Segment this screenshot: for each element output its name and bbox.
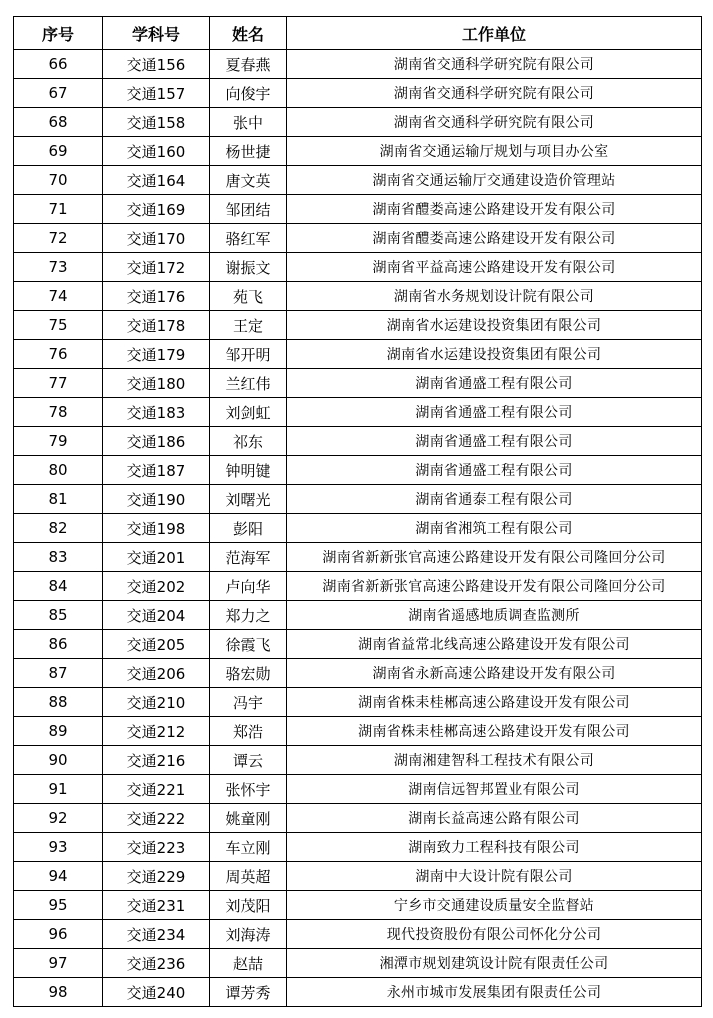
table-row (14, 775, 702, 804)
cell-workplace: 湖南省交通科学研究院有限公司 (287, 108, 702, 137)
cell-subject-code: 交通164 (103, 166, 210, 195)
cell-subject-code: 交通221 (103, 775, 210, 804)
cell-workplace: 湖南省通盛工程有限公司 (287, 427, 702, 456)
cell-name: 谢振文 (210, 253, 287, 282)
table-row (14, 572, 702, 601)
table-row (14, 369, 702, 398)
cell-index: 71 (14, 195, 103, 224)
table-row (14, 543, 702, 572)
cell-index: 88 (14, 688, 103, 717)
table-row (14, 311, 702, 340)
cell-name: 谭云 (210, 746, 287, 775)
cell-workplace: 湖南长益高速公路有限公司 (287, 804, 702, 833)
table-row (14, 717, 702, 746)
cell-workplace: 永州市城市发展集团有限责任公司 (287, 978, 702, 1007)
cell-index: 81 (14, 485, 103, 514)
cell-subject-code: 交通222 (103, 804, 210, 833)
cell-workplace: 湖南省水务规划设计院有限公司 (287, 282, 702, 311)
cell-workplace: 湖南省湘筑工程有限公司 (287, 514, 702, 543)
cell-name: 苑飞 (210, 282, 287, 311)
table-row (14, 166, 702, 195)
cell-index: 89 (14, 717, 103, 746)
cell-workplace: 湖南省永新高速公路建设开发有限公司 (287, 659, 702, 688)
personnel-table (13, 16, 702, 1007)
table-row (14, 253, 702, 282)
cell-index: 69 (14, 137, 103, 166)
cell-subject-code: 交通210 (103, 688, 210, 717)
table-row (14, 137, 702, 166)
cell-index: 91 (14, 775, 103, 804)
cell-subject-code: 交通240 (103, 978, 210, 1007)
header-index: 序号 (14, 17, 103, 50)
cell-name: 周英超 (210, 862, 287, 891)
table-row (14, 456, 702, 485)
cell-subject-code: 交通187 (103, 456, 210, 485)
cell-index: 94 (14, 862, 103, 891)
cell-name: 冯宇 (210, 688, 287, 717)
cell-index: 79 (14, 427, 103, 456)
cell-name: 骆宏勋 (210, 659, 287, 688)
cell-index: 95 (14, 891, 103, 920)
cell-subject-code: 交通178 (103, 311, 210, 340)
cell-workplace: 湖南省交通运输厅交通建设造价管理站 (287, 166, 702, 195)
cell-workplace: 湖南中大设计院有限公司 (287, 862, 702, 891)
cell-subject-code: 交通179 (103, 340, 210, 369)
table-row (14, 340, 702, 369)
cell-index: 74 (14, 282, 103, 311)
cell-workplace: 湖南省通盛工程有限公司 (287, 456, 702, 485)
table-row (14, 282, 702, 311)
cell-name: 夏春燕 (210, 50, 287, 79)
cell-subject-code: 交通160 (103, 137, 210, 166)
cell-subject-code: 交通231 (103, 891, 210, 920)
cell-workplace: 湖南省水运建设投资集团有限公司 (287, 340, 702, 369)
cell-name: 唐文英 (210, 166, 287, 195)
cell-name: 邹团结 (210, 195, 287, 224)
cell-subject-code: 交通158 (103, 108, 210, 137)
table-row (14, 398, 702, 427)
cell-subject-code: 交通170 (103, 224, 210, 253)
table-row (14, 746, 702, 775)
table-row (14, 195, 702, 224)
cell-workplace: 湖南省新新张官高速公路建设开发有限公司隆回分公司 (287, 543, 702, 572)
cell-name: 刘曙光 (210, 485, 287, 514)
cell-workplace: 湖南湘建智科工程技术有限公司 (287, 746, 702, 775)
cell-workplace: 湖南省交通科学研究院有限公司 (287, 79, 702, 108)
header-row (14, 17, 702, 50)
table-row (14, 978, 702, 1007)
cell-name: 郑力之 (210, 601, 287, 630)
cell-subject-code: 交通176 (103, 282, 210, 311)
cell-name: 卢向华 (210, 572, 287, 601)
cell-index: 73 (14, 253, 103, 282)
table-row (14, 601, 702, 630)
cell-name: 范海军 (210, 543, 287, 572)
cell-workplace: 湘潭市规划建筑设计院有限责任公司 (287, 949, 702, 978)
cell-index: 84 (14, 572, 103, 601)
cell-subject-code: 交通198 (103, 514, 210, 543)
table-row (14, 891, 702, 920)
cell-name: 姚童刚 (210, 804, 287, 833)
cell-name: 谭芳秀 (210, 978, 287, 1007)
cell-index: 75 (14, 311, 103, 340)
table-row (14, 804, 702, 833)
cell-index: 87 (14, 659, 103, 688)
cell-subject-code: 交通204 (103, 601, 210, 630)
cell-name: 刘剑虹 (210, 398, 287, 427)
cell-index: 78 (14, 398, 103, 427)
cell-workplace: 湖南省新新张官高速公路建设开发有限公司隆回分公司 (287, 572, 702, 601)
cell-index: 85 (14, 601, 103, 630)
cell-name: 兰红伟 (210, 369, 287, 398)
cell-subject-code: 交通234 (103, 920, 210, 949)
cell-index: 68 (14, 108, 103, 137)
cell-subject-code: 交通156 (103, 50, 210, 79)
cell-workplace: 湖南省水运建设投资集团有限公司 (287, 311, 702, 340)
cell-subject-code: 交通206 (103, 659, 210, 688)
cell-index: 97 (14, 949, 103, 978)
cell-workplace: 湖南省益常北线高速公路建设开发有限公司 (287, 630, 702, 659)
cell-index: 92 (14, 804, 103, 833)
cell-index: 98 (14, 978, 103, 1007)
cell-subject-code: 交通186 (103, 427, 210, 456)
table-row (14, 427, 702, 456)
cell-name: 钟明键 (210, 456, 287, 485)
table-body (14, 50, 702, 1007)
table-row (14, 688, 702, 717)
table-row (14, 949, 702, 978)
cell-workplace: 湖南致力工程科技有限公司 (287, 833, 702, 862)
cell-name: 向俊宇 (210, 79, 287, 108)
cell-subject-code: 交通180 (103, 369, 210, 398)
cell-name: 车立刚 (210, 833, 287, 862)
table-row (14, 79, 702, 108)
header-workplace: 工作单位 (287, 17, 702, 50)
cell-index: 72 (14, 224, 103, 253)
cell-name: 王定 (210, 311, 287, 340)
cell-workplace: 湖南省交通科学研究院有限公司 (287, 50, 702, 79)
cell-index: 70 (14, 166, 103, 195)
table-row (14, 485, 702, 514)
cell-name: 刘茂阳 (210, 891, 287, 920)
cell-workplace: 湖南省醴娄高速公路建设开发有限公司 (287, 224, 702, 253)
cell-index: 67 (14, 79, 103, 108)
cell-index: 93 (14, 833, 103, 862)
table-row (14, 920, 702, 949)
table-row (14, 833, 702, 862)
cell-subject-code: 交通183 (103, 398, 210, 427)
cell-workplace: 宁乡市交通建设质量安全监督站 (287, 891, 702, 920)
cell-index: 82 (14, 514, 103, 543)
cell-workplace: 湖南省通泰工程有限公司 (287, 485, 702, 514)
table-row (14, 630, 702, 659)
cell-name: 郑浩 (210, 717, 287, 746)
cell-index: 76 (14, 340, 103, 369)
cell-workplace: 湖南省平益高速公路建设开发有限公司 (287, 253, 702, 282)
cell-subject-code: 交通157 (103, 79, 210, 108)
cell-name: 赵喆 (210, 949, 287, 978)
table-row (14, 108, 702, 137)
cell-workplace: 湖南省通盛工程有限公司 (287, 398, 702, 427)
cell-subject-code: 交通202 (103, 572, 210, 601)
cell-subject-code: 交通212 (103, 717, 210, 746)
table-row (14, 50, 702, 79)
cell-subject-code: 交通201 (103, 543, 210, 572)
cell-index: 66 (14, 50, 103, 79)
cell-subject-code: 交通223 (103, 833, 210, 862)
cell-name: 张中 (210, 108, 287, 137)
cell-workplace: 湖南省通盛工程有限公司 (287, 369, 702, 398)
cell-workplace: 现代投资股份有限公司怀化分公司 (287, 920, 702, 949)
cell-subject-code: 交通169 (103, 195, 210, 224)
cell-name: 骆红军 (210, 224, 287, 253)
cell-subject-code: 交通205 (103, 630, 210, 659)
cell-subject-code: 交通190 (103, 485, 210, 514)
cell-index: 83 (14, 543, 103, 572)
cell-index: 90 (14, 746, 103, 775)
cell-name: 邹开明 (210, 340, 287, 369)
table-row (14, 514, 702, 543)
header-subject-code: 学科号 (103, 17, 210, 50)
cell-subject-code: 交通236 (103, 949, 210, 978)
cell-name: 彭阳 (210, 514, 287, 543)
cell-subject-code: 交通216 (103, 746, 210, 775)
cell-name: 祁东 (210, 427, 287, 456)
cell-name: 杨世捷 (210, 137, 287, 166)
cell-index: 96 (14, 920, 103, 949)
header-name: 姓名 (210, 17, 287, 50)
table-row (14, 862, 702, 891)
table-row (14, 659, 702, 688)
cell-index: 80 (14, 456, 103, 485)
cell-workplace: 湖南省株耒桂郴高速公路建设开发有限公司 (287, 688, 702, 717)
cell-subject-code: 交通172 (103, 253, 210, 282)
cell-index: 77 (14, 369, 103, 398)
cell-workplace: 湖南信远智邦置业有限公司 (287, 775, 702, 804)
cell-workplace: 湖南省醴娄高速公路建设开发有限公司 (287, 195, 702, 224)
cell-workplace: 湖南省株耒桂郴高速公路建设开发有限公司 (287, 717, 702, 746)
cell-workplace: 湖南省交通运输厅规划与项目办公室 (287, 137, 702, 166)
cell-name: 徐霞飞 (210, 630, 287, 659)
cell-name: 张怀宇 (210, 775, 287, 804)
table-row (14, 224, 702, 253)
cell-workplace: 湖南省遥感地质调查监测所 (287, 601, 702, 630)
cell-index: 86 (14, 630, 103, 659)
cell-name: 刘海涛 (210, 920, 287, 949)
cell-subject-code: 交通229 (103, 862, 210, 891)
